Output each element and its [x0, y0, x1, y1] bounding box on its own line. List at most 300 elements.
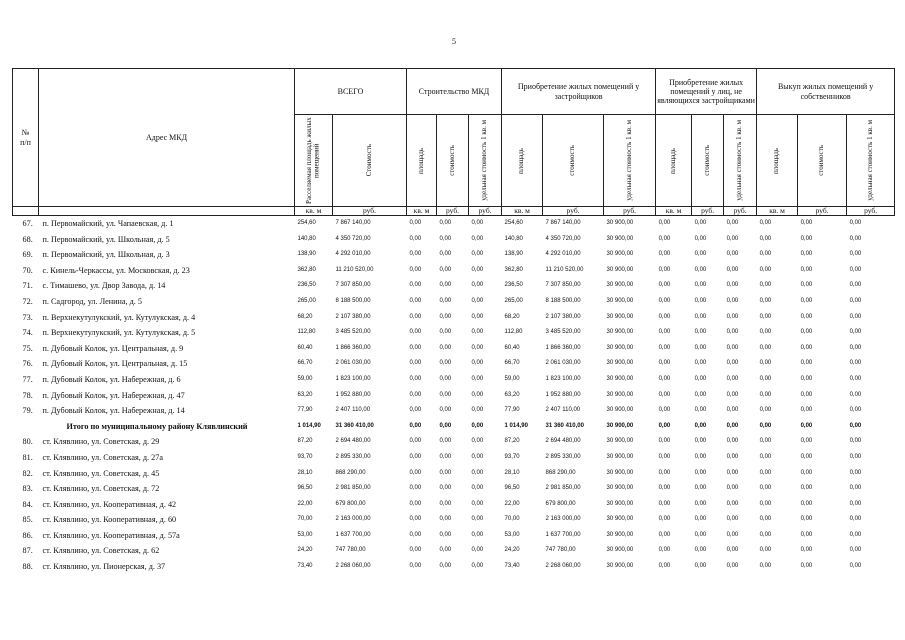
table-body: [13, 216, 895, 575]
subheader-cell: [604, 115, 656, 207]
header-group-buyout: Выкуп жилых помещений у собственников: [757, 69, 895, 115]
row-value: 0,00: [471, 282, 484, 289]
row-value: 0,00: [409, 235, 422, 242]
row-value: 30 900,00: [606, 516, 634, 523]
header-address: Адрес МКД: [39, 69, 295, 207]
row-value: 2 107 380,00: [335, 313, 371, 320]
row-address: п. Первомайский, ул. Школьная, д. 3: [42, 250, 170, 260]
row-value: 73,40: [297, 563, 313, 570]
row-value: 0,00: [800, 500, 813, 507]
table-header: [13, 69, 895, 216]
row-value: 0,00: [694, 438, 707, 445]
row-value: 1 637 700,00: [335, 531, 371, 538]
row-value: 11 210 520,00: [545, 266, 584, 273]
row-value: 0,00: [849, 251, 862, 258]
table-row: [13, 388, 895, 404]
row-number: 77.: [22, 374, 33, 384]
units-spacer: [39, 207, 295, 216]
row-value: 138,90: [297, 251, 316, 258]
table-row: [13, 310, 895, 326]
row-number: 75.: [22, 343, 33, 353]
row-value: 0,00: [658, 469, 671, 476]
row-value: 0,00: [759, 344, 772, 351]
row-value: 0,00: [759, 469, 772, 476]
subheader-cell: [437, 115, 469, 207]
row-value: 679 800,00: [545, 500, 576, 507]
row-value: 93,70: [297, 453, 313, 460]
table-row: [13, 559, 895, 575]
row-value: 0,00: [658, 344, 671, 351]
row-value: 30 900,00: [606, 313, 634, 320]
row-value: 70,00: [297, 516, 313, 523]
row-value: 0,00: [800, 531, 813, 538]
table-row: [13, 497, 895, 513]
row-value: 0,00: [694, 266, 707, 273]
row-value: 0,00: [759, 516, 772, 523]
row-value: 0,00: [849, 469, 862, 476]
row-value: 0,00: [409, 422, 422, 429]
row-value: 0,00: [439, 220, 452, 226]
row-value: 2 268 060,00: [335, 563, 371, 570]
row-value: 1 823 100,00: [335, 375, 371, 382]
row-value: 0,00: [800, 391, 813, 398]
row-value: 236,50: [504, 282, 523, 289]
row-value: 30 900,00: [606, 360, 634, 367]
row-value: 0,00: [726, 516, 739, 523]
row-value: 0,00: [439, 391, 452, 398]
row-value: 0,00: [849, 235, 862, 242]
row-value: 2 107 380,00: [545, 313, 581, 320]
subheader-cell: [757, 115, 798, 207]
row-address: п. Дубовый Колок, ул. Центральная, д. 9: [42, 343, 184, 353]
subheader-cell: [502, 115, 543, 207]
row-value: 0,00: [726, 282, 739, 289]
row-value: 4 292 010,00: [335, 251, 371, 258]
row-value: 0,00: [800, 485, 813, 492]
subheader-label: площадь: [772, 147, 781, 174]
subheader-cell: [333, 115, 407, 207]
subheader-label: удельная стоимость 1 кв. м: [865, 120, 874, 201]
row-number: 67.: [22, 219, 33, 228]
row-value: 0,00: [759, 313, 772, 320]
row-value: 0,00: [759, 282, 772, 289]
row-value: 22,00: [504, 500, 520, 507]
row-value: 30 900,00: [606, 485, 634, 492]
row-value: 0,00: [409, 453, 422, 460]
row-value: 0,00: [849, 329, 862, 336]
row-value: 28,10: [504, 469, 520, 476]
row-value: 2 061 030,00: [545, 360, 581, 367]
row-value: 0,00: [726, 547, 739, 554]
row-value: 8 188 500,00: [545, 297, 581, 304]
row-value: 0,00: [759, 266, 772, 273]
row-value: 7 307 850,00: [335, 282, 371, 289]
row-number: 80.: [22, 437, 33, 447]
row-value: 0,00: [800, 469, 813, 476]
row-value: 0,00: [694, 375, 707, 382]
row-value: 0,00: [694, 235, 707, 242]
row-value: 0,00: [800, 297, 813, 304]
table-row: [13, 294, 895, 310]
subheader-cell: [469, 115, 502, 207]
row-address: п. Дубовый Колок, ул. Центральная, д. 15: [42, 359, 188, 369]
row-value: 0,00: [759, 485, 772, 492]
unit-cell: руб.: [798, 207, 847, 216]
header-group-total: ВСЕГО: [295, 69, 407, 115]
row-value: 0,00: [471, 329, 484, 336]
table-row: [13, 512, 895, 528]
row-value: 0,00: [658, 391, 671, 398]
row-address: ст. Клявлино, ул. Пионерская, д. 37: [42, 562, 166, 572]
row-value: 0,00: [726, 297, 739, 304]
row-value: 112,80: [297, 329, 316, 336]
row-value: 0,00: [726, 407, 739, 414]
row-number: [13, 419, 39, 435]
row-value: 0,00: [694, 220, 707, 226]
row-number: 84.: [22, 499, 33, 509]
row-value: 7 867 140,00: [545, 220, 581, 226]
row-value: 60,40: [504, 344, 520, 351]
row-value: 868 290,00: [335, 469, 366, 476]
row-value: 0,00: [759, 407, 772, 414]
row-value: 2 163 000,00: [545, 516, 581, 523]
row-number: 79.: [22, 406, 33, 416]
row-value: 254,60: [297, 220, 316, 226]
row-value: 0,00: [849, 547, 862, 554]
row-number: 88.: [22, 562, 33, 572]
row-value: 30 900,00: [606, 500, 634, 507]
row-value: 0,00: [694, 407, 707, 414]
row-value: 0,00: [471, 531, 484, 538]
row-value: 140,80: [297, 235, 316, 242]
row-value: 0,00: [658, 251, 671, 258]
row-value: 30 900,00: [606, 563, 634, 570]
row-value: 0,00: [658, 360, 671, 367]
row-value: 0,00: [759, 438, 772, 445]
row-value: 0,00: [759, 220, 772, 226]
row-value: 0,00: [726, 313, 739, 320]
row-value: 265,00: [504, 297, 523, 304]
row-value: 0,00: [759, 422, 772, 429]
row-value: 0,00: [849, 531, 862, 538]
row-value: 0,00: [800, 251, 813, 258]
table-row: [13, 247, 895, 263]
row-value: 0,00: [439, 282, 452, 289]
row-value: 0,00: [471, 500, 484, 507]
unit-cell: руб.: [333, 207, 407, 216]
row-value: 2 268 060,00: [545, 563, 581, 570]
table-row: [13, 528, 895, 544]
unit-cell: руб.: [469, 207, 502, 216]
row-value: 0,00: [800, 563, 813, 570]
row-value: 0,00: [439, 297, 452, 304]
row-value: 0,00: [658, 485, 671, 492]
row-value: 24,20: [297, 547, 313, 554]
row-address: с. Кинель-Черкассы, ул. Московская, д. 23: [42, 265, 190, 275]
row-value: 0,00: [800, 453, 813, 460]
unit-cell: руб.: [543, 207, 604, 216]
unit-cell: кв. м: [502, 207, 543, 216]
header-group-developers: Приобретение жилых помещений у застройщиков: [502, 69, 656, 115]
unit-cell: руб.: [604, 207, 656, 216]
row-value: 0,00: [800, 282, 813, 289]
row-value: 96,50: [504, 485, 520, 492]
row-value: 31 360 410,00: [335, 422, 374, 429]
row-value: 0,00: [800, 375, 813, 382]
row-address: ст. Клявлино, ул. Советская, д. 72: [42, 484, 160, 494]
row-value: 0,00: [658, 531, 671, 538]
row-value: 0,00: [694, 531, 707, 538]
row-value: 1 866 360,00: [335, 344, 371, 351]
row-value: 0,00: [849, 313, 862, 320]
row-value: 0,00: [471, 438, 484, 445]
row-value: 0,00: [800, 235, 813, 242]
row-value: 0,00: [759, 391, 772, 398]
row-value: 0,00: [409, 297, 422, 304]
row-value: 0,00: [409, 531, 422, 538]
row-value: 0,00: [658, 220, 671, 226]
row-value: 1 014,90: [504, 422, 528, 429]
row-value: 0,00: [759, 531, 772, 538]
unit-cell: кв. м: [295, 207, 333, 216]
row-value: 0,00: [800, 422, 813, 429]
row-value: 0,00: [694, 313, 707, 320]
row-value: 0,00: [658, 407, 671, 414]
row-value: 0,00: [694, 329, 707, 336]
row-number: 68.: [22, 234, 33, 244]
row-value: 0,00: [726, 485, 739, 492]
table-row: [13, 466, 895, 482]
row-value: 30 900,00: [606, 531, 634, 538]
row-value: 0,00: [439, 235, 452, 242]
row-value: 0,00: [439, 266, 452, 273]
table-row: [13, 434, 895, 450]
row-value: 0,00: [658, 375, 671, 382]
row-value: 77,90: [297, 407, 313, 414]
row-value: 30 900,00: [606, 282, 634, 289]
row-value: 0,00: [800, 547, 813, 554]
row-address: п. Дубовый Колок, ул. Набережная, д. 14: [42, 406, 185, 416]
row-number: 78.: [22, 390, 33, 400]
row-value: 0,00: [694, 453, 707, 460]
row-value: 0,00: [726, 235, 739, 242]
row-value: 7 307 850,00: [545, 282, 581, 289]
row-value: 0,00: [409, 516, 422, 523]
row-value: 0,00: [658, 500, 671, 507]
row-value: 0,00: [471, 344, 484, 351]
row-value: 0,00: [471, 516, 484, 523]
row-value: 0,00: [726, 220, 739, 226]
row-value: 0,00: [439, 422, 452, 429]
row-address: ст. Клявлино, ул. Советская, д. 45: [42, 468, 160, 478]
row-value: 30 900,00: [606, 235, 634, 242]
row-value: 0,00: [658, 438, 671, 445]
row-value: 0,00: [849, 391, 862, 398]
row-value: 0,00: [471, 297, 484, 304]
table-row: [13, 341, 895, 357]
row-value: 0,00: [694, 500, 707, 507]
row-value: 22,00: [297, 500, 313, 507]
row-value: 0,00: [439, 329, 452, 336]
row-value: 59,00: [504, 375, 520, 382]
row-address: п. Верхнекутулукский, ул. Кутулукская, д. 4: [42, 312, 196, 322]
row-value: 60,40: [297, 344, 313, 351]
row-value: 30 900,00: [606, 375, 634, 382]
row-value: 96,50: [297, 485, 313, 492]
row-value: 30 900,00: [606, 344, 634, 351]
row-address: п. Верхнекутулукский, ул. Кутулукская, д. 5: [42, 328, 196, 338]
row-value: 0,00: [726, 391, 739, 398]
resettlement-table: [12, 68, 895, 575]
row-value: 1 637 700,00: [545, 531, 581, 538]
row-address: ст. Клявлино, ул. Кооперативная, д. 57а: [42, 530, 180, 540]
row-value: 0,00: [694, 547, 707, 554]
row-value: 0,00: [759, 547, 772, 554]
table-row: [13, 481, 895, 497]
row-value: 68,20: [504, 313, 520, 320]
row-value: 0,00: [439, 563, 452, 570]
subtotal-row: [13, 419, 895, 435]
row-value: 1 866 360,00: [545, 344, 581, 351]
row-value: 0,00: [849, 407, 862, 414]
row-number: 82.: [22, 468, 33, 478]
row-value: 254,60: [504, 220, 523, 226]
unit-cell: руб.: [724, 207, 757, 216]
row-value: 53,00: [297, 531, 313, 538]
row-value: 0,00: [658, 329, 671, 336]
row-value: 0,00: [439, 313, 452, 320]
row-number: 81.: [22, 452, 33, 462]
row-value: 4 350 720,00: [545, 235, 581, 242]
row-value: 2 163 000,00: [335, 516, 371, 523]
subheader-cell: [407, 115, 437, 207]
table-row: [13, 216, 895, 232]
row-value: 0,00: [409, 220, 422, 226]
row-number: 72.: [22, 296, 33, 306]
row-value: 0,00: [726, 500, 739, 507]
row-value: 66,70: [504, 360, 520, 367]
row-value: 0,00: [800, 438, 813, 445]
row-value: 0,00: [409, 469, 422, 476]
row-value: 1 952 880,00: [545, 391, 581, 398]
row-value: 0,00: [849, 344, 862, 351]
row-value: 0,00: [439, 500, 452, 507]
row-value: 0,00: [694, 360, 707, 367]
row-value: 1 823 100,00: [545, 375, 581, 382]
row-value: 28,10: [297, 469, 313, 476]
row-value: 0,00: [759, 563, 772, 570]
row-address: п. Дубовый Колок, ул. Набережная, д. 6: [42, 374, 181, 384]
row-value: 112,80: [504, 329, 523, 336]
row-value: 0,00: [658, 266, 671, 273]
row-value: 0,00: [439, 547, 452, 554]
row-value: 0,00: [759, 235, 772, 242]
row-value: 868 290,00: [545, 469, 576, 476]
row-value: 0,00: [759, 251, 772, 258]
row-value: 0,00: [439, 375, 452, 382]
row-value: 0,00: [726, 266, 739, 273]
units-spacer: [13, 207, 39, 216]
row-value: 0,00: [409, 360, 422, 367]
row-address: ст. Клявлино, ул. Советская, д. 62: [42, 546, 160, 556]
row-value: 265,00: [297, 297, 316, 304]
row-value: 30 900,00: [606, 266, 634, 273]
unit-cell: кв. м: [757, 207, 798, 216]
row-value: 1 014,90: [297, 422, 321, 429]
row-value: 30 900,00: [606, 220, 634, 226]
row-address: п. Садгород, ул. Ленина, д. 5: [42, 296, 142, 306]
row-value: 0,00: [658, 547, 671, 554]
row-value: 0,00: [658, 313, 671, 320]
subheader-cell: [847, 115, 895, 207]
row-value: 0,00: [439, 453, 452, 460]
subheader-cell: [798, 115, 847, 207]
row-value: 0,00: [849, 360, 862, 367]
row-value: 0,00: [658, 563, 671, 570]
row-value: 2 407 110,00: [335, 407, 371, 414]
row-value: 0,00: [409, 329, 422, 336]
row-value: 0,00: [471, 453, 484, 460]
row-value: 0,00: [849, 266, 862, 273]
row-value: 30 900,00: [606, 453, 634, 460]
row-value: 362,80: [297, 266, 316, 273]
row-value: 0,00: [849, 438, 862, 445]
row-value: 0,00: [439, 531, 452, 538]
row-value: 0,00: [409, 547, 422, 554]
row-value: 0,00: [759, 360, 772, 367]
row-value: 87,20: [504, 438, 520, 445]
row-value: 0,00: [726, 453, 739, 460]
row-value: 0,00: [759, 375, 772, 382]
row-value: 3 485 520,00: [545, 329, 581, 336]
row-value: 30 900,00: [606, 391, 634, 398]
row-value: 0,00: [694, 563, 707, 570]
row-address: п. Дубовый Колок, ул. Набережная, д. 47: [42, 390, 185, 400]
row-value: 140,80: [504, 235, 523, 242]
unit-cell: руб.: [847, 207, 895, 216]
subheader-label: площадь: [517, 147, 526, 174]
row-value: 0,00: [726, 251, 739, 258]
row-value: 0,00: [800, 266, 813, 273]
row-value: 0,00: [849, 422, 862, 429]
row-value: 747 780,00: [545, 547, 576, 554]
subheader-cell: [543, 115, 604, 207]
header-group-construction: Строительство МКД: [407, 69, 502, 115]
subheader-label: Стоимость: [364, 144, 373, 177]
subheader-label: стоимость: [702, 145, 711, 176]
row-value: 236,50: [297, 282, 316, 289]
row-value: 0,00: [726, 563, 739, 570]
row-value: 77,90: [504, 407, 520, 414]
row-number: 69.: [22, 250, 33, 260]
row-value: 30 900,00: [606, 547, 634, 554]
row-value: 68,20: [297, 313, 313, 320]
row-value: 0,00: [471, 313, 484, 320]
row-value: 0,00: [694, 251, 707, 258]
row-value: 59,00: [297, 375, 313, 382]
row-address: ст. Клявлино, ул. Советская, д. 29: [42, 437, 160, 447]
row-value: 0,00: [439, 344, 452, 351]
table-row: [13, 372, 895, 388]
row-value: 0,00: [471, 407, 484, 414]
row-value: 0,00: [694, 485, 707, 492]
row-value: 0,00: [849, 282, 862, 289]
table-row: [13, 543, 895, 559]
row-value: 0,00: [658, 453, 671, 460]
unit-cell: кв. м: [407, 207, 437, 216]
row-address: п. Первомайский, ул. Чапаевская, д. 1: [42, 219, 174, 228]
row-value: 0,00: [409, 500, 422, 507]
